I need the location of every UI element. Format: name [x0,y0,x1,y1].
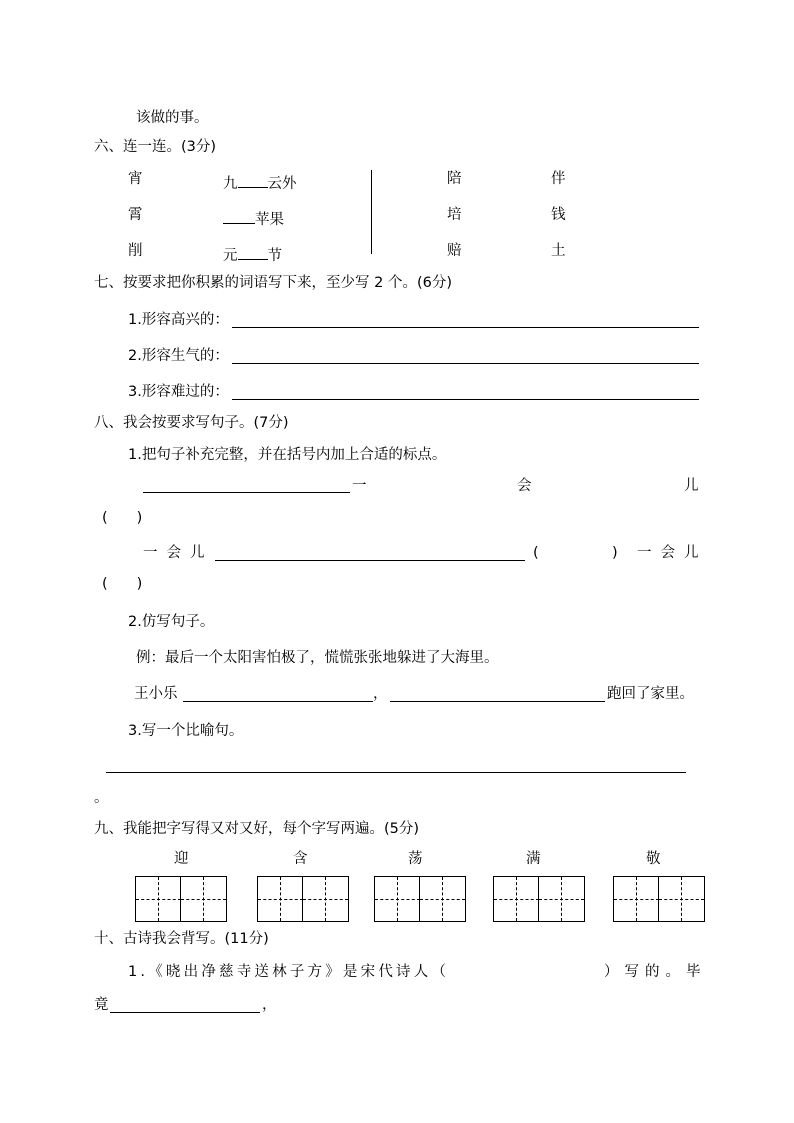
question-1: 1.把句子补充完整，并在括号内加上合适的标点。 [128,447,447,463]
right-char-2: 伴 [551,171,566,187]
writing-grid[interactable] [493,876,585,922]
sentence-blank[interactable] [183,701,373,702]
answer-line[interactable] [232,363,699,364]
divider [371,170,372,254]
phrase-1-prefix: 九 [223,176,238,192]
section-10-title: 十、古诗我会背写。(11分) [94,931,269,947]
punctuation-paren[interactable]: ( ) [102,510,143,526]
word-yihuier: 一会儿 [637,545,708,561]
punctuation-paren-close[interactable]: ) [612,545,618,561]
practice-char: 含 [293,851,308,867]
punctuation-paren-open[interactable]: ( [533,545,539,561]
practice-char: 迎 [174,851,189,867]
phrase-1-blank[interactable] [238,172,268,188]
word-yi: 一 [352,478,367,494]
answer-line[interactable] [232,327,699,328]
example-sentence: 例：最后一个太阳害怕极了，慌慌张张地躲进了大海里。 [136,650,499,666]
right-char: 陪 [447,171,462,187]
practice-char: 满 [526,851,541,867]
comma: ， [373,686,388,702]
pao-text: 跑回了家里。 [607,686,694,702]
writing-grid[interactable] [613,876,705,922]
section-8-title: 八、我会按要求写句子。(7分) [94,415,289,431]
section-6-title: 六、连一连。(3分) [94,139,217,155]
phrase-3 [223,244,282,264]
right-char: 培 [447,207,462,223]
name-wang: 王小乐 [134,686,178,702]
left-char: 霄 [128,207,143,223]
practice-char: 敬 [646,851,661,867]
writing-grid[interactable] [257,876,349,922]
word-prompt: 2.形容生气的： [128,348,229,364]
right-char-2: 钱 [551,207,566,223]
answer-line[interactable] [106,772,686,773]
writing-grid[interactable] [374,876,466,922]
phrase-2-blank[interactable] [223,208,255,224]
writing-grid[interactable] [135,876,227,922]
phrase-2-suffix: 苹果 [255,212,284,228]
section-7-title: 七、按要求把你积累的词语写下来，至少写 2 个。(6分) [94,275,452,291]
phrase-1 [223,172,297,192]
poem-question-end: ）写的。毕 [604,964,707,980]
period: 。 [94,790,109,806]
sentence-blank[interactable] [390,701,605,702]
poem-blank[interactable] [110,1012,260,1013]
comma: ， [262,997,277,1013]
phrase-2 [223,208,284,228]
word-er: 儿 [684,478,699,494]
poem-question: 1.《晓出净慈寺送林子方》是宋代诗人（ [128,964,450,980]
phrase-3-suffix: 节 [267,248,282,264]
question-2: 2.仿写句子。 [128,614,215,630]
right-char-2: 土 [551,243,566,259]
phrase-1-suffix: 云外 [267,176,297,192]
answer-line[interactable] [232,399,699,400]
word-prompt: 3.形容难过的： [128,384,229,400]
practice-char: 荡 [408,851,423,867]
continuation-text: 该做的事。 [136,110,209,126]
word-hui: 会 [517,478,532,494]
word-yihuier: 一会儿 [143,545,214,561]
section-9-title: 九、我能把字写得又对又好，每个字写两遍。(5分) [94,821,420,837]
jing-text: 竟 [94,997,109,1013]
phrase-3-prefix: 元 [223,248,238,264]
left-char: 削 [128,243,143,259]
phrase-3-blank[interactable] [238,244,268,260]
question-3: 3.写一个比喻句。 [128,723,244,739]
punctuation-paren[interactable]: ( ) [102,576,143,592]
sentence-blank[interactable] [215,560,525,561]
sentence-blank[interactable] [143,492,350,493]
left-char: 宵 [128,171,143,187]
word-prompt: 1.形容高兴的： [128,312,229,328]
right-char: 赔 [447,243,462,259]
